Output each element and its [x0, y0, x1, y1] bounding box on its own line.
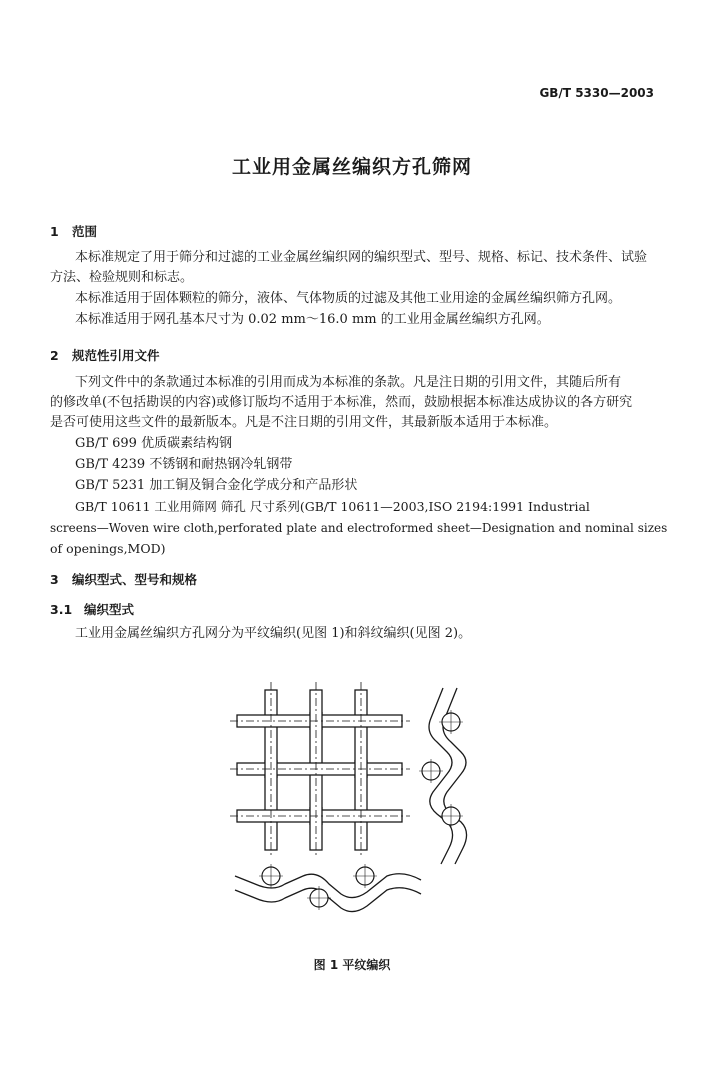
- section-2-heading: [50, 346, 160, 364]
- document-title: 工业用金属丝编织方孔筛网: [231, 156, 472, 178]
- section-3-heading: [50, 570, 197, 588]
- section-1-heading: [50, 222, 97, 240]
- bottom-section-view: [235, 864, 421, 912]
- section-title: 范围: [72, 224, 98, 239]
- subsection-3-1-heading: [50, 600, 134, 618]
- plain-weave-figure: [225, 680, 485, 940]
- reference-item: GB/T 5231 加工铜及铜合金化学成分和产品形状: [75, 478, 358, 493]
- paragraph-line: 本标准适用于固体颗粒的筛分，液体、气体物质的过滤及其他工业用途的金属丝编织筛方孔网。: [75, 291, 622, 306]
- side-section-view: [419, 688, 467, 864]
- section-title: 编织型式、型号和规格: [72, 572, 198, 587]
- paragraph-line: 是否可使用这些文件的最新版本。凡是不注日期的引用文件，其最新版本适用于本标准。: [50, 415, 558, 430]
- section-number: 1: [50, 224, 59, 239]
- section-number: 3.1: [50, 602, 73, 617]
- section-title: 编织型式: [84, 602, 135, 617]
- reference-item: GB/T 4239 不锈钢和耐热钢冷轧钢带: [75, 457, 293, 472]
- paragraph-line: 工业用金属丝编织方孔网分为平纹编织(见图 1)和斜纹编织(见图 2)。: [75, 626, 472, 641]
- reference-item: screens—Woven wire cloth,perforated plate and electroformed sheet—Designation and nominal sizes: [50, 521, 668, 535]
- reference-item: GB/T 699 优质碳素结构钢: [75, 436, 233, 451]
- paragraph-line: 的修改单(不包括勘误的内容)或修订版均不适用于本标准，然而，鼓励根据本标准达成协议的各方研究: [50, 395, 633, 410]
- paragraph-line: 本标准适用于网孔基本尺寸为 0.02 mm～16.0 mm 的工业用金属丝编织方孔网。: [75, 312, 550, 327]
- section-number: 3: [50, 572, 59, 587]
- paragraph-line: 本标准规定了用于筛分和过滤的工业金属丝编织网的编织型式、型号、规格、标记、技术条件、试验: [75, 250, 648, 265]
- standard-number: GB/T 5330—2003: [539, 86, 654, 100]
- reference-item: of openings,MOD): [50, 541, 166, 556]
- section-number: 2: [50, 348, 59, 363]
- figure-caption: 图 1 平纹编织: [313, 958, 391, 972]
- paragraph-line: 方法、检验规则和标志。: [50, 270, 194, 285]
- section-title: 规范性引用文件: [72, 348, 160, 363]
- paragraph-line: 下列文件中的条款通过本标准的引用而成为本标准的条款。凡是注日期的引用文件，其随后所有: [75, 375, 622, 390]
- reference-item: GB/T 10611 工业用筛网 筛孔 尺寸系列(GB/T 10611—2003,ISO 2194:1991 Industrial: [75, 499, 590, 514]
